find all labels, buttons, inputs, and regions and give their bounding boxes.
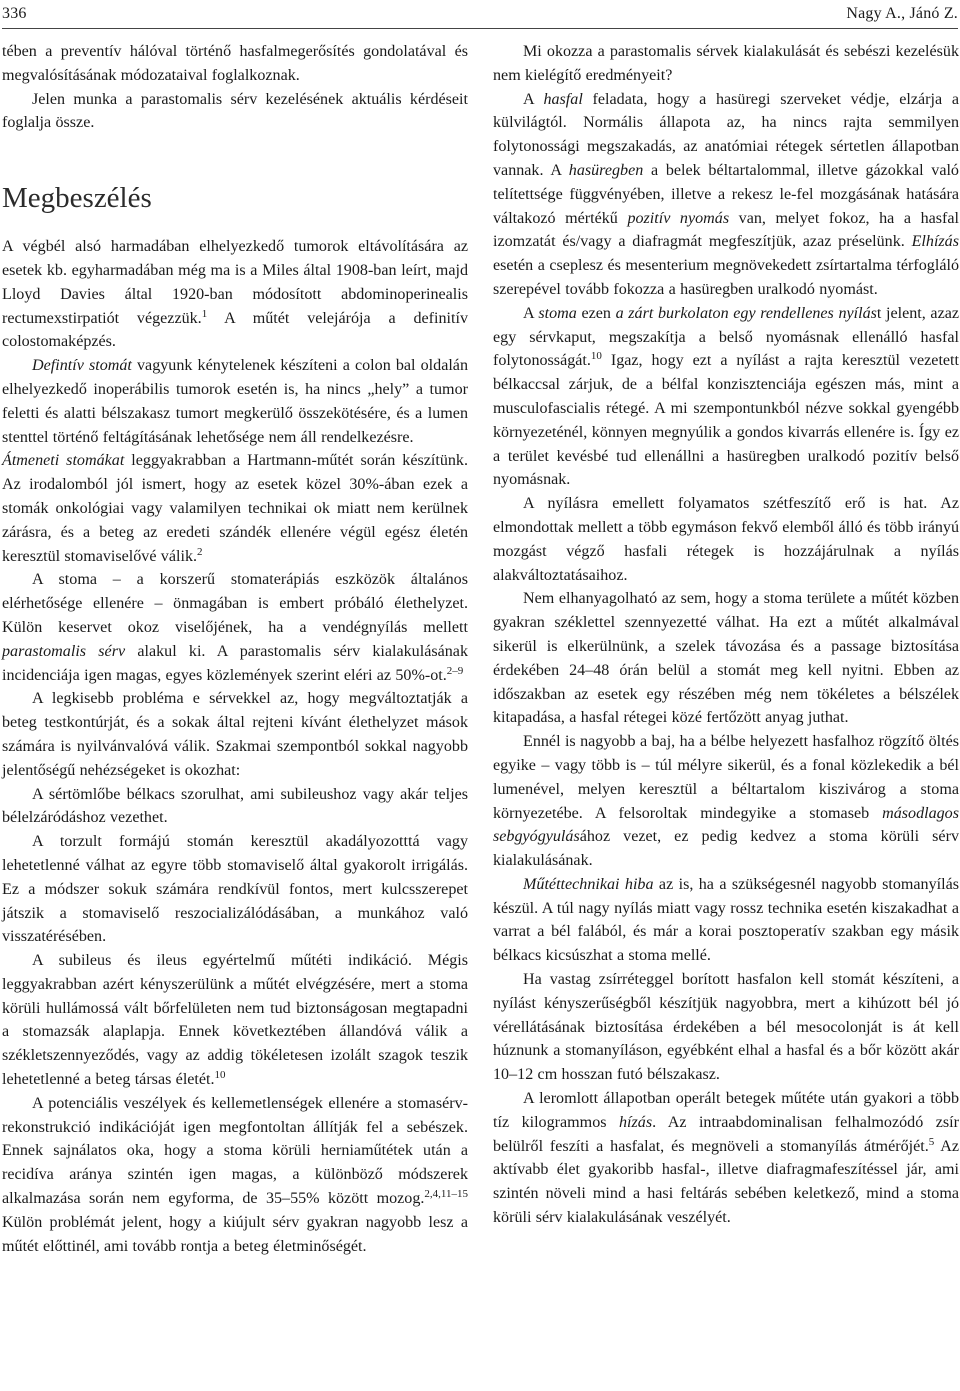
italic-term: stoma: [538, 304, 577, 322]
intro-block: [2, 40, 468, 135]
body-paragraph: [493, 587, 959, 730]
text-run: Külön problémát jelent, hogy a kiújult sérv gyakran nagyobb lesz a műtét előttinél, ami tovább rontja a beteg életminőségét.: [2, 1213, 468, 1255]
body-paragraph: [2, 235, 468, 354]
text-run: A legkisebb probléma e sérvekkel az, hogy megváltoztatják a beteg testkontúrját, és a sokak által rejteni kívánt élethelyzet mások számára is nyilvánvalóvá válik. Szakmai szempontból sokkal nagyobb jelentőségű nehézségeket is okozhat:: [2, 690, 468, 779]
text-run: vagyunk kénytelenek készíteni a colon bal oldalán elhelyezkedő inoperábilis tumorok esetén is, ha nincs „hely” a tumor feletti és alatti bélszakasz tumort megkerülő összekötésére, és a lumen stenttel történő feltágításának lehetősége nem áll rendelkezésre.: [2, 357, 468, 446]
body-paragraph: [493, 730, 959, 873]
italic-term: parastomalis sérv: [2, 642, 126, 660]
reference-superscript: 2: [197, 545, 203, 558]
italic-term: másodlagos sebgyógyulás: [493, 804, 959, 846]
intro-paragraph: [2, 88, 468, 136]
text-run: van, melyet fokoz, ha a hasfal izomzatát és/vagy a diafragmát megfeszítjük, azaz préselünk.: [493, 209, 959, 251]
text-run: A stoma – a korszerű stomaterápiás eszközök általános elérhetősége ellenére – önmagában is embert próbáló élethelyzet. Külön keservet okoz viselőjének, ha a vendégnyílás mellett: [2, 571, 468, 636]
italic-term: Műtéttechnikai hiba: [523, 875, 654, 893]
reference-superscript: 2–9: [446, 664, 464, 677]
body-paragraph: [2, 949, 468, 1092]
body-paragraph: [2, 568, 468, 687]
running-header: [2, 0, 958, 29]
italic-term: hasüregben: [568, 161, 644, 179]
author-names: Nagy A., Jánó Z.: [846, 5, 958, 22]
text-run: ához vezet, ez pedig kedvez a stoma körüli sérv kialakulásának.: [493, 828, 959, 870]
right-column: [493, 40, 959, 1230]
intro-paragraph: [2, 40, 468, 88]
text-run: leggyakrabban a Hartmann-műtét során készítünk. Az irodalomból jól ismert, hogy az esetek közel 30%-ában ezek a stomák onkológiai vagy valamilyen technikai ok miatt nem kerülnek zárásra, és a beteg az eredeti szándék ellenére végül egész életén keresztül stomaviselővé válik.: [2, 452, 468, 565]
body-paragraph: [493, 88, 959, 302]
body-paragraph: [2, 830, 468, 949]
text-run: Ha vastag zsírréteggel borított hasfalon kell stomát készíteni, a nyílást kényszerűségből készítjük nagyobbra, mert a kihúzott bél jó vérellátásának biztosítása érdekében a bél mesocolonját is át kell húznunk a stomanyíláson, egyébként elhal a hasfal és a bőr között akár 10–12 cm hosszan futó bélszakasz.: [493, 971, 959, 1084]
reference-superscript: 10: [590, 350, 602, 363]
body-paragraph: [493, 40, 959, 88]
text-run: A: [523, 90, 544, 108]
italic-term: hasfal: [543, 90, 583, 108]
text-run: esetén a cseplesz és mesenterium megnövekedett zsírtartalma térfogláló szerepével tovább fokozza a hasüregben uralkodó nyomást.: [493, 257, 959, 298]
section-heading: Megbeszélés: [2, 182, 152, 215]
body-paragraph: [493, 873, 959, 968]
text-run: . Az intraabdominalisan felhalmozódó zsír belülről feszíti a hasfalat, és megnöveli a stomanyílás átmérőjét.: [493, 1113, 959, 1155]
left-column: [2, 40, 468, 1258]
text-run: A sértömlőbe bélkacs szorulhat, ami subileushoz vagy akár teljes bélelzáródáshoz vezethet.: [2, 785, 468, 827]
text-run: a belek béltartalommal, illetve gázokkal való telítettsége függvényében, illetve a rekesz le-fel mozgásának hatására váltakozó mértékű: [493, 161, 959, 227]
text-run: Igaz, hogy ezt a nyílást a rajta keresztül vezetett bélkaccsal zárjuk, de a bélfal konzisztenciája egészen más, mint a musculofascialis rétegé. A mi szempontunkból nézve sokkal gyengébb környezeténél, könnyen megnyúlik a gondos kivarrás ellenére is. Így ez a terület kevésbé tud ellenállni a hasüregben uralkodó pozitív belső nyomásnak.: [493, 352, 959, 489]
text-run: A subileus és ileus egyértelmű műtéti indikáció. Mégis leggyakrabban azért kényszerülünk a műtét elvégzésére, mert a stoma körüli hullámossá vált bőrfelületen nem tud biztonságosan megtapadni a stomazsák alaplapja. Ennek következtében állandóvá válik a székletszennyeződés, vagy az addig tökéletesen izolált szagok teszik lehetetlenné a beteg társas életét.: [2, 952, 468, 1089]
text-run: A nyílásra emellett folyamatos szétfeszítő erő is hat. Az elmondottak mellett a több egymáson fekvő elemből álló és több irányú mozgást végző hasfali rétegek is hozzájárulnak a nyílás alakváltoztatásaihoz.: [493, 495, 959, 584]
reference-superscript: 1: [201, 307, 208, 320]
text-run: A potenciális veszélyek és kellemetlenségek ellenére a stomasérv-rekonstrukció indikációját igen megfontoltan állítják fel a sebészek. Ennek sajnálatos oka, hogy a stoma körüli herniaműtétek után a recidíva aránya szintén igen magas, a különböző módszerek alkalmazása során nem egyforma, de 35–55% között mozog.: [2, 1094, 468, 1208]
text-run: A műtét velejárója a definitív colostomaképzés.: [2, 309, 468, 351]
text-run: Jelen munka a parastomalis sérv kezelésének aktuális kérdéseit foglalja össze.: [2, 90, 468, 132]
italic-term: Defintív stomát: [32, 357, 132, 375]
reference-superscript: 5: [928, 1135, 935, 1148]
text-run: Nem elhanyagolható az sem, hogy a stoma területe a műtét közben gyakran széklettel szennyezetté válhat. Ha ezt a műtét alkalmával sikerül is elkerülnünk, a szelek távozása és a passage biztosítása érdekében 24–48 órán belül a stomát meg kell nyitni. Ebben az időszakban az esetek egy részében még nem tökéletes a bélszélek kitapadása, a hasfal rétegei közé fertőzött anyag juthat.: [493, 590, 959, 727]
body-paragraph: [2, 354, 468, 449]
reference-superscript: 10: [214, 1069, 226, 1082]
italic-term: Elhízás: [911, 233, 959, 251]
text-run: A leromlott állapotban operált betegek műtéte után gyakori a több tíz kilogrammos: [493, 1090, 959, 1131]
body-paragraph: [2, 449, 468, 568]
page-number: 336: [2, 5, 27, 22]
text-run: t jelent, azaz egy sérvkaput, megszakítja a belső nyomásnak ellenálló hasfal folytonosságát.: [493, 304, 960, 370]
text-run: tében a preventív hálóval történő hasfalmegerősítés gondolatával és megvalósításának módozataival foglalkoznak.: [2, 43, 468, 84]
text-run: Mi okozza a parastomalis sérvek kialakulását és sebészi kezelésük nem kielégítő eredményeit?: [493, 43, 959, 84]
body-paragraph: [493, 302, 959, 492]
text-run: feladata, hogy a hasüregi szerveket védje, elzárja a külvilágtól. Normális állapota az, ha nincs rajta semmilyen folytonossági megszakadás, az anatómiai rétegek sértetlen állapotban vannak. A: [493, 90, 959, 179]
italic-term: hízás: [618, 1113, 653, 1131]
reference-superscript: 2,4,11–15: [424, 1188, 468, 1201]
text-run: Az aktívabb élet gyakoribb hasfal-, illetve diafragmafeszítéssel jár, ami szintén növeli mind a hasi feltárás sebében keletkező, mind a stoma körüli sérv kialakulásának veszélyét.: [493, 1137, 960, 1227]
text-run: A torzult formájú stomán keresztül akadályozotttá vagy lehetetlenné válhat az egyre több stomaviselő által gyakorolt irrigálás. Ez a módszer sokuk számára rendkívül fontos, mert kulcsszerepet játszik a stomaviselő reszocializálódásában, a munkához való visszatérésében.: [2, 833, 468, 946]
body-paragraph: [493, 968, 959, 1087]
text-run: az is, ha a szükségesnél nagyobb stomanyílás készül. A túl nagy nyílás miatt vagy rossz technika esetén kiszakadhat a varrat a bél falából, és már a korai posztoperatív szakban egy másik bélkacs kicsúszhat a stoma mellé.: [493, 875, 959, 965]
body-paragraph: [2, 783, 468, 831]
italic-term: a zárt burkolaton egy rendellenes nyílás: [615, 304, 877, 322]
body-paragraph: [2, 687, 468, 782]
text-run: ezen: [576, 304, 616, 322]
italic-term: Átmeneti stomákat: [2, 452, 125, 470]
text-run: A végbél alsó harmadában elhelyezkedő tumorok eltávolítására az esetek kb. egyharmadában még ma is a Miles által 1908-ban leírt, majd Lloyd Davies által 1920-ban módosított abdominoperinealis rectumexstirpatiót végezzük.: [2, 238, 468, 327]
text-run: alakul ki. A parastomalis sérv kialakulásának incidenciája igen magas, egyes közlemények szerint eléri az 50%-ot.: [2, 642, 468, 684]
text-run: A: [523, 304, 539, 322]
body-paragraph: [493, 1087, 959, 1230]
body-paragraph: [493, 492, 959, 587]
text-run: Ennél is nagyobb a baj, ha a bélbe helyezett hasfalhoz rögzítő öltés egyike – vagy több is – túl mélyre sikerül, és a fonal közlekedik a bél lumenével, melyen keresztül a béltartalom kiszivárog a stoma környezetébe. A felsoroltak mindegyike a stomaseb: [493, 733, 959, 822]
body-paragraph: [2, 1092, 468, 1259]
italic-term: pozitív nyomás: [627, 209, 730, 227]
